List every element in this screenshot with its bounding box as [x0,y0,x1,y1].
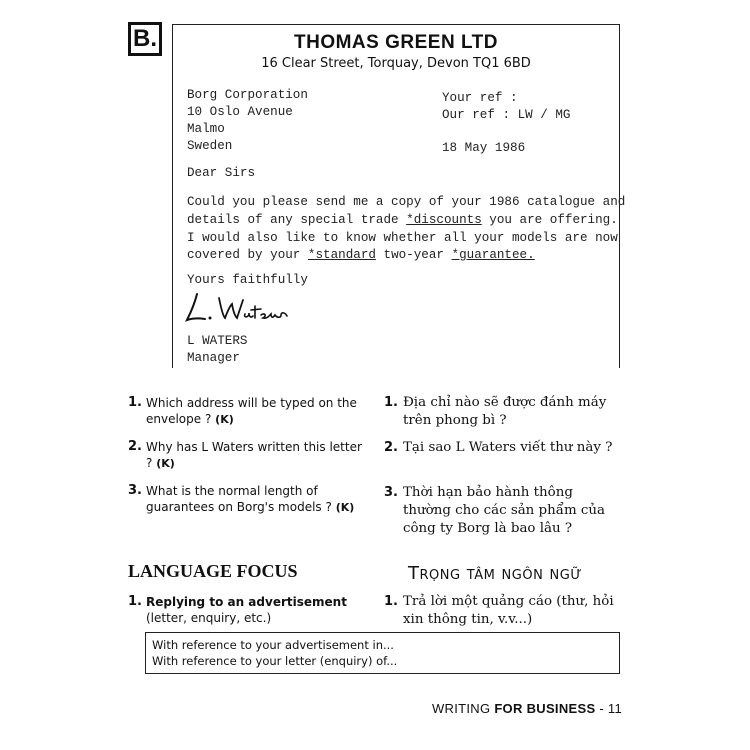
focus-item-note: (letter, enquiry, etc.) [146,611,272,625]
question-vn-3 [384,484,624,538]
footer-prefix: WRITING [431,701,495,716]
question-number: 1. [128,395,142,410]
recipient-line: Borg Corporation [187,88,308,102]
glossary-term-standard: *standard [307,248,376,262]
body-text: you are offering. [481,213,618,227]
recipient-line: Sweden [187,139,233,153]
question-vn-text: Thời hạn bảo hành thông thường cho các sản phẩm của công ty Borg là bao lâu ? [403,485,606,536]
question-tag: (K) [335,501,355,514]
body-line: I would also like to know whether all your models are now [187,231,618,245]
question-tag: (K) [215,413,234,426]
footer-bold: FOR BUSINESS [494,701,596,716]
your-ref: Your ref : [442,91,518,105]
signature-image [183,288,293,328]
question-vn-2 [384,439,624,457]
signer-name: L WATERS [187,334,248,348]
question-text: Why has L Waters written this letter ? [146,440,362,470]
language-focus-title: LANGUAGE FOCUS [128,561,298,581]
question-text: What is the normal length of guarantees on Borg's models ? [146,484,332,514]
recipient-line: 10 Oslo Avenue [187,105,293,119]
question-vn-text: Tại sao L Waters viết thư này ? [403,440,613,455]
body-line [187,212,618,229]
question-en-2 [128,439,368,472]
glossary-term-guarantee: *guarantee. [451,248,535,262]
question-number: 2. [384,440,398,455]
letterhead [172,24,620,84]
question-number: 1. [384,395,398,410]
question-en-3 [128,483,368,516]
closing: Yours faithfully [187,273,308,287]
question-number: 3. [128,483,142,498]
focus-item-number: 1. [384,594,398,609]
focus-item-number: 1. [128,594,142,609]
question-vn-text: Địa chỉ nào sẽ được đánh máy trên phong bì ? [403,395,607,428]
focus-item-title: Replying to an advertisement [146,595,347,609]
body-line [187,247,535,264]
body-line: Could you please send me a copy of your 1986 catalogue and [187,195,626,209]
question-vn-1 [384,394,624,430]
focus-item-en [128,594,373,626]
focus-item-vn [384,593,629,629]
company-name: THOMAS GREEN LTD [294,32,498,53]
company-address: 16 Clear Street, Torquay, Devon TQ1 6BD [261,56,531,71]
glossary-term-discounts: *discounts [406,213,482,227]
our-ref: Our ref : LW / MG [442,108,571,122]
body-text: two-year [375,248,452,262]
question-number: 2. [128,439,142,454]
question-tag: (K) [156,457,175,470]
letter-date: 18 May 1986 [442,141,526,155]
question-number: 3. [384,485,398,500]
language-focus-title-vn: Trọng tâm ngôn ngữ [408,563,582,584]
phrase-box [145,632,620,674]
body-text: covered by your [187,248,308,262]
signer-title: Manager [187,351,240,365]
recipient-line: Malmo [187,122,225,136]
page-number: - 11 [595,701,622,716]
phrase-line: With reference to your letter (enquiry) of... [152,654,398,668]
page-footer [432,701,622,716]
body-text: details of any special trade [187,213,407,227]
section-label: B. [128,22,162,56]
phrase-line: With reference to your advertisement in... [152,638,394,652]
question-en-1 [128,395,368,428]
focus-item-vn-text: Trả lời một quảng cáo (thư, hỏi xin thông tin, v.v...) [403,594,614,627]
salutation: Dear Sirs [187,166,256,180]
question-text: Which address will be typed on the envelope ? [146,396,357,426]
